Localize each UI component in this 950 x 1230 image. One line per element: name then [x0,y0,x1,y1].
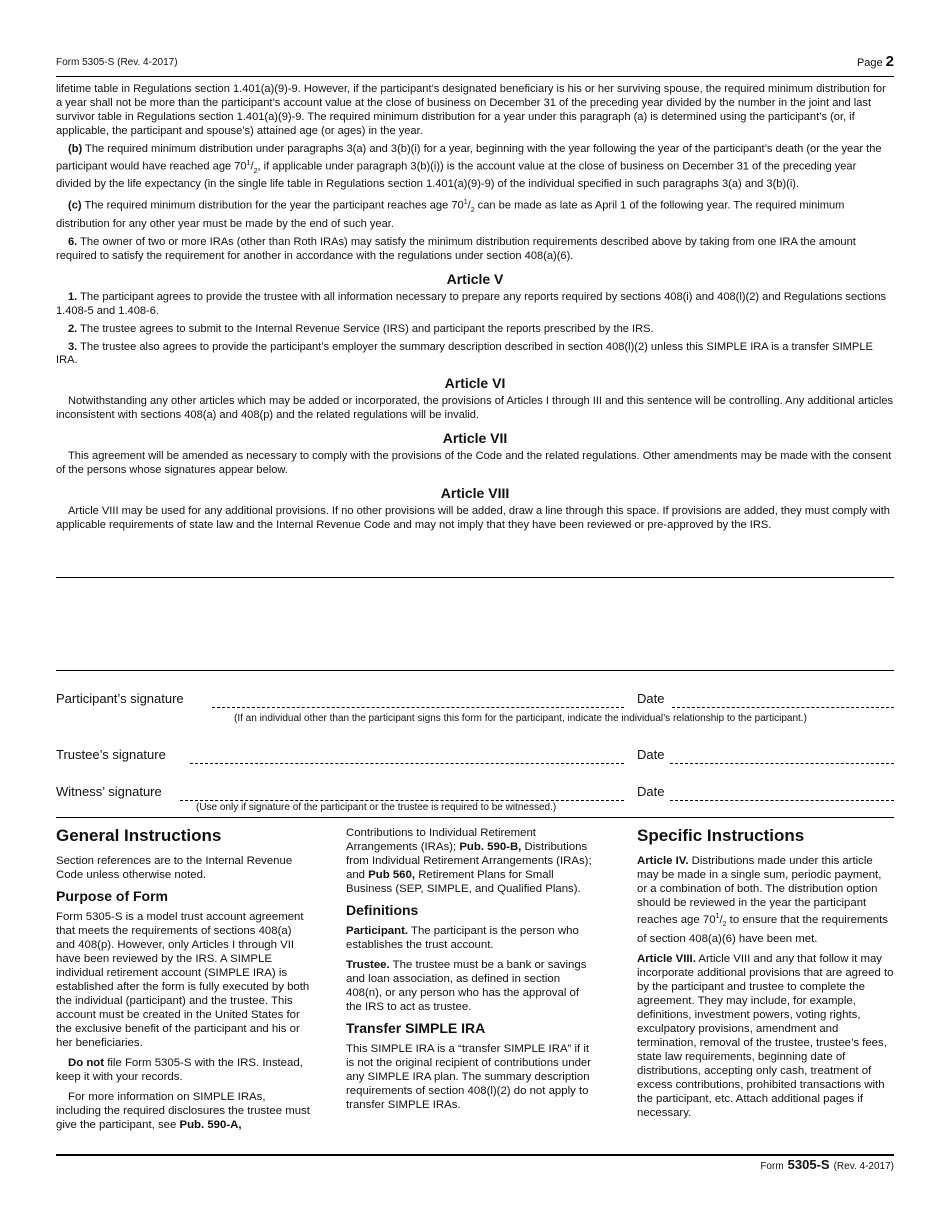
article-viii-instructions: Article VIII. Article VIII and any that follow it may incorporate additional provisions that are agreed to by the participant and trustee to complete the agreement. They may include, for example, definitions, investment powers, voting rights, exculpatory provisions, amendment and termination, removal of the trustee, trustee’s fees, state law requirements, beginning date of distributions, accepting only cash, treatment of excess contributions, prohibited transactions with the participant, etc. Attach additional pages if necessary. [637,953,894,1120]
definitions-heading: Definitions [346,902,419,918]
paragraph-6: 6. The owner of two or more IRAs (other than Roth IRAs) may satisfy the minimum distribution requirements described above by taking from one IRA the amount required to satisfy the requirement for another in accordance with the regulations under section 408(a)(6). [56,235,856,262]
header-rule [56,76,894,77]
transfer-text: This SIMPLE IRA is a “transfer SIMPLE IRA” if it is not the original recipient of contributions under any SIMPLE IRA plan. The summary description requirements of section 408(l)(2) do not apply to transfer SIMPLE IRAs. [346,1043,592,1111]
article-iv-instructions: Article IV. Distributions made under this article may be made in a single sum, periodic payment, or a combination of both. The distribution option should be reviewed in the year the participant reaches age $70^1/_2$ to ensure that the requirements of section 408(a)(6) have been met. [637,855,888,946]
participant-signature-field[interactable] [212,707,624,708]
witness-date-label: Date [637,784,665,799]
agreement-body [56,83,894,537]
article-vi-text: Notwithstanding any other articles which may be added or incorporated, the provisions of Articles I through III and this sentence will be controlling. Any additional articles inconsistent with sections 408(a) and 408(p) and the related regulations will be invalid. [56,395,894,422]
participant-date-field[interactable] [672,707,894,708]
transfer-heading: Transfer SIMPLE IRA [346,1020,486,1036]
page-number: Page 2 [856,53,894,70]
specific-instructions-column [637,826,894,1126]
witness-signature-label: Witness’ signature [56,784,162,799]
page-header [56,53,894,70]
article-v-item-3: 3. The trustee also agrees to provide the participant’s employer the summary description described in section 408(l)(2) unless this SIMPLE IRA is a transfer SIMPLE IRA. [56,340,873,367]
signature-section-rule [56,817,894,818]
article-v-item-1: 1. The participant agrees to provide the trustee with all information necessary to prepare any reports required by sections 408(i) and 408(l)(2) and Regulations sections 1.408-5 and 1.408-6. [56,290,887,317]
witness-date-field[interactable] [670,800,894,801]
article-viii-heading: Article VIII [440,484,510,501]
trustee-date-label: Date [637,747,665,762]
general-instructions-column [56,826,312,1138]
page-footer [760,1157,894,1172]
participant-signature-note: (If an individual other than the participant signs this form for the participant, indicate the individual’s relationship to the participant.) [234,713,807,724]
general-intro: Section references are to the Internal Revenue Code unless otherwise noted. [56,855,293,881]
purpose-text: Form 5305-S is a model trust account agreement that meets the requirements of sections 408(a) and 408(p). However, only Articles I through VII have been reviewed by the IRS. A SIMPLE individual retirement account (SIMPLE IRA) is established after the form is fully executed by both the individual (participant) and the trustee. This account must be created in the United States for the exclusive benefit of the participant and his or her beneficiaries. [56,911,310,1049]
participant-date-label: Date [637,691,665,706]
article-vii-text: This agreement will be amended as necessary to comply with the provisions of the Code and the related regulations. Other amendments may be made with the consent of the persons whose signatures appear below. [56,450,892,477]
article-viii-space-bottom-rule [56,670,894,671]
article-v-heading: Article V [446,270,504,287]
do-not-file-text: Do not file Form 5305-S with the IRS. Instead, keep it with your records. [56,1057,303,1083]
publications-text: Contributions to Individual Retirement Arrangements (IRAs); Pub. 590-B, Distributions from Individual Retirement Arrangements (IRAs); and Pub 560, Retirement Plans for Small Business (SEP, SIMPLE, and Qualified Plans). [346,827,592,895]
trustee-date-field[interactable] [670,763,894,764]
purpose-heading: Purpose of Form [56,888,169,904]
article-vii-heading: Article VII [442,430,508,447]
specific-instructions-title: Specific Instructions [637,826,805,845]
paragraph-c: (c) The required minimum distribution for the year the participant reaches age $70^1/_2$ can be made as late as April 1 of the following year. The required minimum distribution for any other year must be made by the end of such year. [56,199,845,231]
article-viii-space-top-rule [56,577,894,578]
paragraph-continued: lifetime table in Regulations section 1.401(a)(9)-9. However, if the participant’s designated beneficiary is his or her surviving spouse, the required minimum distribution for a year shall not be more than the participant’s account value at the close of business on December 31 of the preceding year divided by the number in the joint and last survivor table in Regulations section 1.401(a)(9)-9. The required minimum distribution for a year under this paragraph (a) is determined using the participant’s (or, if applicable, the participant and spouse’s) attained age (or ages) in the year. [56,83,886,137]
trustee-signature-field[interactable] [190,763,624,764]
witness-signature-field[interactable] [180,800,624,801]
general-instructions-title: General Instructions [56,826,222,845]
footer-form-label: Form [760,1161,784,1172]
participant-definition: Participant. The participant is the person who establishes the trust account. [346,925,579,951]
article-vi-heading: Article VI [444,375,506,392]
participant-signature-label: Participant’s signature [56,691,184,706]
form-id: Form 5305-S (Rev. 4-2017) [56,57,178,68]
trustee-definition: Trustee. The trustee must be a bank or savings and loan association, as defined in section 408(n), or any person who has the approval of the IRS to act as trustee. [346,959,587,1013]
more-info-text: For more information on SIMPLE IRAs, including the required disclosures the trustee must give the participant, see Pub. 590-A, [56,1091,310,1131]
footer-form-number: 5305-S [787,1157,830,1172]
paragraph-b: (b) The required minimum distribution under paragraphs 3(a) and 3(b)(i) for a year, beginning with the year following the year of the participant’s death (or the year the participant would have reached age $70^1/_2$, if applicable under paragraph 3(b)(i)) is the account value at the close of business on December 31 of the preceding year divided by the life expectancy (in the single life table in Regulations section 1.401(a)(9)-9) of the individual specified in such paragraphs 3(a) and 3(b)(i). [56,142,882,191]
trustee-signature-label: Trustee’s signature [56,747,166,762]
definitions-column [346,826,596,1118]
footer-rev: (Rev. 4-2017) [833,1161,894,1172]
article-viii-text: Article VIII may be used for any additional provisions. If no other provisions will be added, draw a line through this space. If provisions are added, they must comply with applicable requirements of state law and the Internal Revenue Code and may not imply that they have been reviewed or pre-approved by the IRS. [56,504,890,531]
footer-rule [56,1154,894,1156]
article-v-item-2: 2. The trustee agrees to submit to the Internal Revenue Service (IRS) and participant the reports prescribed by the IRS. [68,322,654,335]
witness-signature-note: (Use only if signature of the participant or the trustee is required to be witnessed.) [196,802,557,813]
